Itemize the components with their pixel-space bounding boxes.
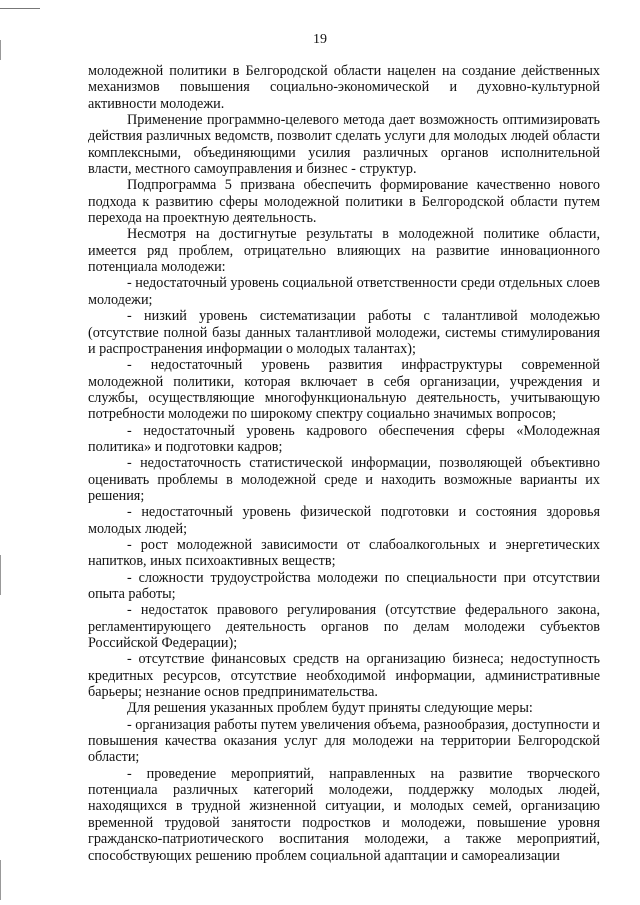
list-item: - отсутствие финансовых средств на организацию бизнеса; недоступность кредитных ресурсов, отсутствие необходимой информации, административные барьеры; незнание основ предпринимательства. bbox=[88, 651, 600, 701]
list-item: - организация работы путем увеличения объема, разнообразия, доступности и повышения качества оказания услуг для молодежи на территории Белгородской области; bbox=[88, 716, 600, 766]
list-item: - недостаточный уровень социальной ответственности среди отдельных слоев молодежи; bbox=[88, 275, 600, 308]
paragraph: Применение программно-целевого метода дает возможность оптимизировать действия различных ведомств, позволит сделать услуги для молодых людей области комплексными, объединяющими усилия различных органов исполнительной власти, местного самоуправления и бизнес - структур. bbox=[88, 112, 600, 178]
list-item: - недостаток правового регулирования (отсутствие федерального закона, регламентирующего деятельность органов по делам молодежи субъектов Российской Федерации); bbox=[88, 602, 600, 652]
scan-left-edge bbox=[0, 860, 1, 900]
list-item: - сложности трудоустройства молодежи по специальности при отсутствии опыта работы; bbox=[88, 569, 600, 602]
list-item: - недостаточный уровень кадрового обеспечения сферы «Молодежная политика» и подготовки кадров; bbox=[88, 422, 600, 455]
page-number: 19 bbox=[313, 32, 327, 47]
paragraph: Для решения указанных проблем будут приняты следующие меры: bbox=[127, 700, 533, 717]
scan-top-rule bbox=[0, 8, 40, 9]
list-item: - недостаточный уровень развития инфраструктуры современной молодежной политики, которая включает в себя организации, учреждения и службы, осуществляющие многофункциональную деятельность, учитывающую потребности молодежи по широкому спектру социально значимых вопросов; bbox=[88, 357, 600, 423]
list-item: - проведение мероприятий, направленных на развитие творческого потенциала различных категорий молодежи, поддержку молодых людей, находящихся в трудной жизненной ситуации, и молодых семей, организацию временной трудовой занятости подростков и молодежи, повышение уровня гражданско-патриотического воспитания молодежи, а также мероприятий, способствующих решению проблем социальной адаптации и самореализации bbox=[88, 765, 600, 864]
document-body bbox=[88, 63, 600, 864]
list-item: - рост молодежной зависимости от слабоалкогольных и энергетических напитков, иных психоактивных веществ; bbox=[88, 536, 600, 570]
list-item: - низкий уровень систематизации работы с талантливой молодежью (отсутствие полной базы данных талантливой молодежи, системы стимулирования и распространения информации о молодых талантах); bbox=[88, 308, 600, 357]
list-item: - недостаточность статистической информации, позволяющей объективно оценивать проблемы в молодежной среде и находить возможные варианты их решения; bbox=[88, 455, 600, 504]
paragraph: Несмотря на достигнутые результаты в молодежной политике области, имеется ряд проблем, отрицательно влияющих на развитие инновационного потенциала молодежи: bbox=[88, 226, 600, 276]
scan-left-edge bbox=[0, 555, 1, 595]
paragraph: Подпрограмма 5 призвана обеспечить формирование качественно нового подхода к развитию сферы молодежной политики в Белгородской области путем перехода на проектную деятельность. bbox=[88, 177, 600, 227]
list-item: - недостаточный уровень физической подготовки и состояния здоровья молодых людей; bbox=[88, 504, 600, 537]
paragraph: молодежной политики в Белгородской области нацелен на создание действенных механизмов повышения социально-экономической и духовно-культурной активности молодежи. bbox=[88, 63, 600, 112]
